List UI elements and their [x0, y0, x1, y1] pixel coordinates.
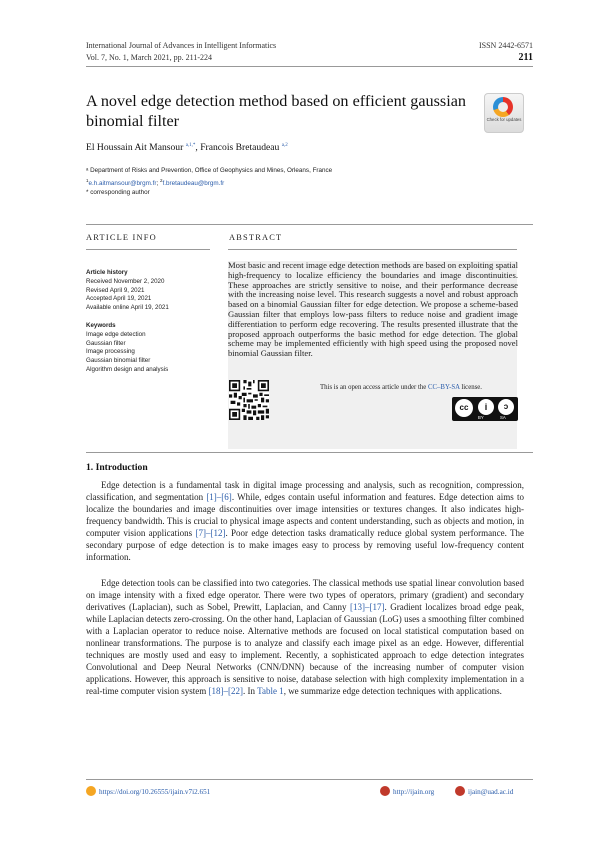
article-info: [86, 255, 210, 375]
citation-link[interactable]: [1]–[6]: [206, 492, 232, 502]
abstract-rule: [228, 249, 517, 250]
text-run: Edge detection tools can be classified into two categories. The classical methods use spatial linear convolution based on image intensity with a fixed edge operator. There were two types of operators, primary (gradient) and secondary derivatives (Laplacian), such as Sobel, Prewitt, Laplacian, and Canny: [86, 578, 524, 612]
issn-header: [479, 40, 533, 64]
history-item: Accepted April 19, 2021: [86, 295, 152, 303]
open-access-note: [320, 384, 482, 391]
abstract-bottom-rule: [86, 452, 533, 453]
cc-by-sa-badge[interactable]: [452, 397, 518, 421]
footer-rule: [86, 779, 533, 780]
page-number: 211: [518, 52, 533, 63]
journal-header: [86, 40, 276, 64]
abstract-text: Most basic and recent image edge detection methods are based on exploiting spatial high-frequency to localize efficiency the boundaries and image discontinuities. These approaches are strictly sensitive to noise, and their performance decrease with the increasing noise level. This research suggests a novel and robust approach based on a binomial Gaussian filter for edge detection. We propose a scheme-based Gaussian filter that employs low-pass filters to reduce noise and gradient image differentiation to perform edge recovering. The results presented illustrate that the proposed approach outperforms the basic method for edge detection. The global scheme may be implemented efficiently with high speed using the proposed novel binomial Gaussian filter.: [228, 260, 518, 359]
text-run: . Gradient localizes broad edge peak, while Laplacian detects zero-crossing. On the other hand, Laplacian of Gaussian (LoG) uses a smoothing filter combined with a Laplacian operator to reduce noise. Alternative methods are focused on local statistical computation based on nonlinear transformations. The purpose is to analyze and classify each image pixel as an edge. However, differential techniques are mostly used and easy to implement. Recently, a sophisticated approach to edge detection integrates Convolutional and Deep Neural Networks (CNN/DNN) because of the increasing number of computer vision applications. However, this approach is sensitive to noise, database selection with high complexity implementation in a real-time computer vision system: [86, 602, 524, 696]
corresponding-note: * corresponding author: [86, 189, 150, 197]
qr-code-icon[interactable]: [229, 380, 269, 420]
email-link[interactable]: e.h.aitmansour@brgm.fr: [88, 179, 157, 187]
article-info-rule: [86, 249, 210, 250]
doi-icon: [86, 786, 96, 796]
abstract-heading: ABSTRACT: [229, 233, 283, 242]
badge-text: Check for updates: [486, 117, 522, 122]
author-affil-sup: a,1,*: [185, 142, 196, 148]
emails: $^1$e.h.aitmansour@brgm.fr; $^2$f.bretaudeau@brgm.fr: [86, 177, 225, 187]
history-item: Revised April 9, 2021: [86, 286, 145, 294]
affiliations: [86, 166, 332, 198]
history-item: Available online April 19, 2021: [86, 304, 169, 312]
paper-title: A novel edge detection method based on efficient gaussian binomial filter: [86, 92, 466, 130]
text-run: . While, edges contain useful information and features. Edge detection aims to localize the boundaries and image discontinuities over image intensities or textures changes. It also indicates high-frequency bandwidth. This is crucial to physical image aspects and content understanding, such as objects and motion, in computer vision applications: [86, 492, 524, 538]
license-link[interactable]: CC–BY-SA: [427, 384, 460, 391]
keyword-item: Image processing: [86, 348, 135, 356]
keyword-item: Gaussian filter: [86, 339, 126, 347]
table-link[interactable]: Table 1: [257, 686, 284, 696]
header-rule: [86, 66, 533, 67]
history-label: Article history: [86, 269, 128, 276]
globe-icon: [380, 786, 390, 796]
author-name: El Houssain Ait Mansour: [86, 142, 184, 153]
crossmark-icon: [493, 97, 513, 117]
journal-name: International Journal of Advances in Intelligent Informatics: [86, 41, 277, 50]
intro-paragraph-2: [86, 577, 524, 697]
text-run: Edge detection is a fundamental task in digital image processing and analysis, such as recognition, compression, classification, and segmentation: [86, 480, 524, 502]
section-heading: 1. Introduction: [86, 462, 148, 473]
citation-link[interactable]: [7]–[12]: [195, 528, 226, 538]
email-footer-link[interactable]: [455, 786, 513, 796]
attribution-icon: i: [478, 399, 494, 415]
keywords-label: Keywords: [86, 321, 116, 329]
check-for-updates-badge[interactable]: [484, 93, 524, 133]
keyword-item: Gaussian binomial filter: [86, 357, 151, 365]
website-link[interactable]: [380, 786, 434, 796]
article-info-heading: ARTICLE INFO: [86, 233, 157, 242]
mail-icon: [455, 786, 465, 796]
intro-paragraph-1: [86, 479, 524, 563]
section-rule: [86, 224, 533, 225]
email-text: ijain@uad.ac.id: [468, 788, 514, 796]
keyword-item: Algorithm design and analysis: [86, 365, 169, 373]
oa-suffix: license.: [461, 384, 482, 391]
oa-prefix: This is an open access article under the: [320, 384, 427, 391]
issn: ISSN 2442-6571: [478, 41, 533, 50]
email-link[interactable]: f.bretaudeau@brgm.fr: [162, 179, 225, 187]
doi-text: https://doi.org/10.26555/ijain.v7i2.651: [99, 788, 211, 796]
doi-link[interactable]: [86, 786, 210, 796]
by-label: BY: [478, 415, 484, 420]
history-item: Received November 2, 2020: [86, 277, 165, 285]
abstract-box: [228, 261, 517, 449]
cc-icon: cc: [455, 399, 473, 417]
website-text: http://ijain.org: [393, 788, 435, 796]
sa-label: SA: [500, 415, 506, 420]
author-affil-sup: a,2: [281, 142, 288, 148]
affiliation-a: ᵃ Department of Risks and Prevention, Office of Geophysics and Mines, Orleans, France: [86, 167, 333, 174]
text-run: . Poor edge detection tasks dramatically reduce global system performance. The secondary purpose of edge detection is to make images easy to process by removing useful low-frequency content information.: [86, 528, 524, 562]
text-run: , we summarize edge detection techniques with applications.: [283, 686, 502, 696]
author-name: Francois Bretaudeau: [200, 142, 280, 153]
keyword-item: Image edge detection: [86, 330, 146, 338]
author-list: El Houssain Ait Mansour $^{a,1,*}$, Francois Bretaudeau $^{a,2}$: [86, 142, 288, 153]
citation-link[interactable]: [18]–[22]: [208, 686, 243, 696]
journal-volume: Vol. 7, No. 1, March 2021, pp. 211-224: [86, 53, 212, 62]
citation-link[interactable]: [13]–[17]: [350, 602, 385, 612]
text-run: . In: [242, 686, 258, 696]
share-alike-icon: ↄ: [498, 399, 514, 415]
